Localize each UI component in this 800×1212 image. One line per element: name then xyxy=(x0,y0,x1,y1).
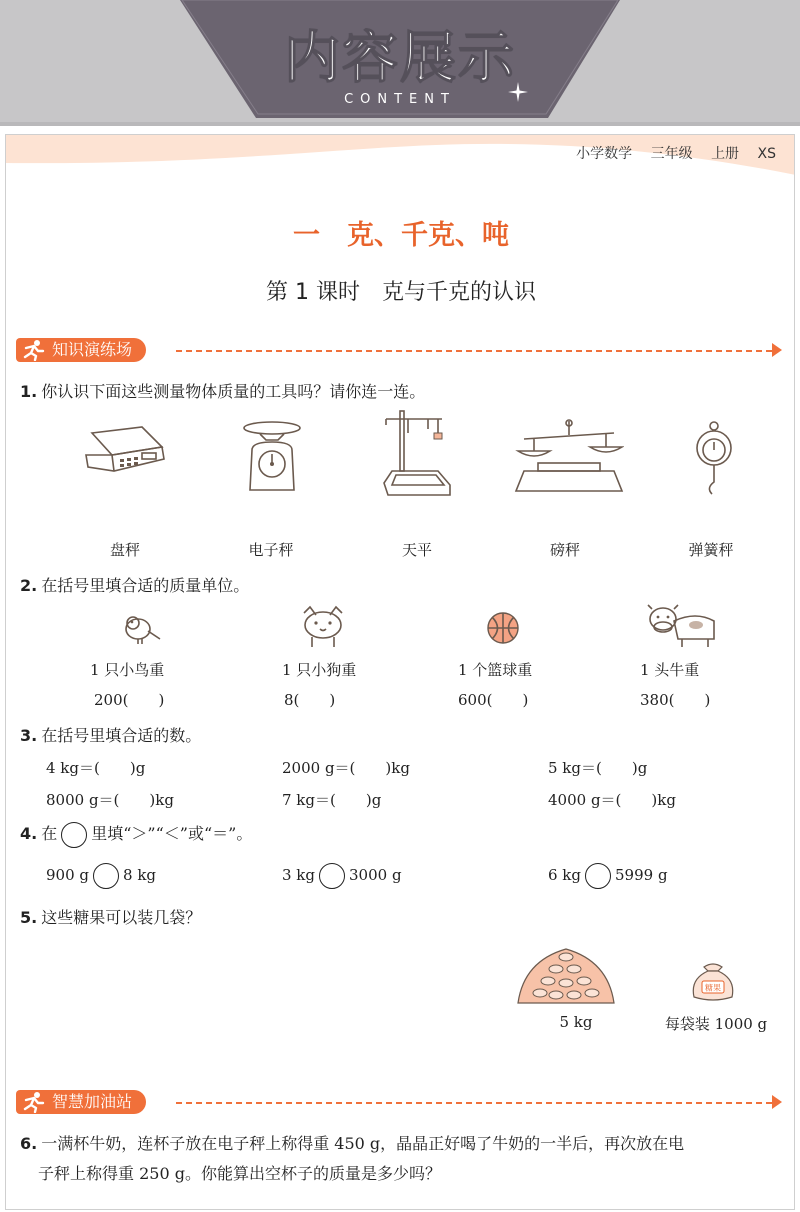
question-number: 3. xyxy=(20,726,38,745)
question-text: 一满杯牛奶，连杯子放在电子秤上称得重 450 g，晶晶正好喝了牛奶的一半后，再次放在电 xyxy=(41,1134,685,1153)
banner-bottom-strip xyxy=(0,122,800,126)
section-title: 智慧加油站 xyxy=(52,1092,133,1111)
conversion-blank[interactable]: 7 kg＝( )g xyxy=(282,791,382,809)
conversion-blank[interactable]: 4000 g＝( )kg xyxy=(548,791,676,809)
question-4 xyxy=(20,821,252,848)
candy-bag-icon xyxy=(686,957,740,1003)
section-divider xyxy=(176,1102,772,1104)
question-text: 在括号里填合适的数。 xyxy=(41,726,202,745)
question-1 xyxy=(20,379,425,402)
animal-label: 1 头牛重 xyxy=(640,661,700,679)
answer-blank[interactable]: 8( ) xyxy=(284,691,336,709)
compare-circle[interactable] xyxy=(319,863,345,889)
answer-blank[interactable]: 380( ) xyxy=(640,691,711,709)
section-header-practice xyxy=(16,335,786,365)
book-meta xyxy=(562,143,776,163)
meta-grade: 三年级 xyxy=(650,146,693,162)
arrow-right-icon xyxy=(772,343,782,357)
question-text: 里填“＞”“＜”或“＝”。 xyxy=(91,824,253,843)
meta-edition: XS xyxy=(757,146,776,162)
compare-item xyxy=(46,863,156,889)
question-6 xyxy=(20,1129,780,1189)
question-number: 2. xyxy=(20,576,38,595)
answer-blank[interactable]: 600( ) xyxy=(458,691,529,709)
runner-icon xyxy=(20,339,46,361)
question-text: 你认识下面这些测量物体质量的工具吗？请你连一连。 xyxy=(41,382,426,401)
worksheet-page xyxy=(5,134,795,1210)
question-number: 6. xyxy=(20,1134,38,1153)
candy-pile-icon xyxy=(514,943,618,1007)
chapter-title: 一 克、千克、吨 xyxy=(293,220,509,251)
compare-item xyxy=(548,863,668,889)
animal-label: 1 只小狗重 xyxy=(282,661,357,679)
runner-icon xyxy=(20,1091,46,1113)
bird-icon xyxy=(120,611,162,645)
compare-left: 3 kg xyxy=(282,866,316,884)
lesson-title: 第 1 课时 克与千克的认识 xyxy=(266,280,536,305)
section-title: 知识演练场 xyxy=(52,340,133,359)
compare-right: 5999 g xyxy=(615,866,668,884)
tool-label: 天平 xyxy=(401,541,432,559)
animal-label: 1 只小鸟重 xyxy=(90,661,165,679)
conversion-blank[interactable]: 2000 g＝( )kg xyxy=(282,759,410,777)
section-header-challenge xyxy=(16,1087,786,1117)
dial-scale-icon xyxy=(236,420,308,495)
question-text: 子秤上称得重 250 g。你能算出空杯子的质量是多少吗？ xyxy=(38,1164,441,1183)
tool-label: 盘秤 xyxy=(109,541,140,559)
question-text: 在括号里填合适的质量单位。 xyxy=(41,576,250,595)
basketball-icon xyxy=(486,611,520,645)
meta-volume: 上册 xyxy=(711,146,740,162)
question-5 xyxy=(20,905,201,928)
bag-label: 每袋装 1000 g xyxy=(664,1015,768,1033)
electronic-scale-icon xyxy=(76,425,176,485)
sparkle-icon xyxy=(508,82,528,102)
question-number: 1. xyxy=(20,382,38,401)
compare-circle[interactable] xyxy=(93,863,119,889)
compare-left: 6 kg xyxy=(548,866,582,884)
compare-right: 3000 g xyxy=(349,866,402,884)
question-3 xyxy=(20,723,201,746)
candy-bag-text: 糖果 xyxy=(705,983,721,993)
question-number: 4. xyxy=(20,824,38,843)
section-divider xyxy=(176,350,772,352)
conversion-blank[interactable]: 8000 g＝( )kg xyxy=(46,791,174,809)
platform-scale-icon xyxy=(378,409,458,509)
question-text: 在 xyxy=(41,824,58,843)
puppy-icon xyxy=(296,605,350,649)
animal-label: 1 个篮球重 xyxy=(458,661,533,679)
meta-subject: 小学数学 xyxy=(576,146,633,162)
pile-label: 5 kg xyxy=(559,1013,593,1031)
tool-label: 电子秤 xyxy=(248,541,294,559)
compare-item xyxy=(282,863,402,889)
compare-circle[interactable] xyxy=(585,863,611,889)
question-2 xyxy=(20,573,249,596)
spring-scale-icon xyxy=(694,420,734,500)
banner-subtitle: CONTENT xyxy=(344,92,456,107)
question-number: 5. xyxy=(20,908,38,927)
cow-icon xyxy=(644,603,720,649)
header-banner xyxy=(0,0,800,126)
compare-right: 8 kg xyxy=(123,866,157,884)
tool-label: 磅秤 xyxy=(549,541,580,559)
compare-left: 900 g xyxy=(46,866,90,884)
answer-blank[interactable]: 200( ) xyxy=(94,691,165,709)
question-text: 这些糖果可以装几袋？ xyxy=(41,908,202,927)
balance-scale-icon xyxy=(514,417,624,497)
conversion-blank[interactable]: 4 kg＝( )g xyxy=(46,759,146,777)
banner-title: 内容展示 xyxy=(284,26,516,91)
circle-icon xyxy=(61,822,87,848)
conversion-blank[interactable]: 5 kg＝( )g xyxy=(548,759,648,777)
arrow-right-icon xyxy=(772,1095,782,1109)
tool-label: 弹簧秤 xyxy=(688,541,734,559)
